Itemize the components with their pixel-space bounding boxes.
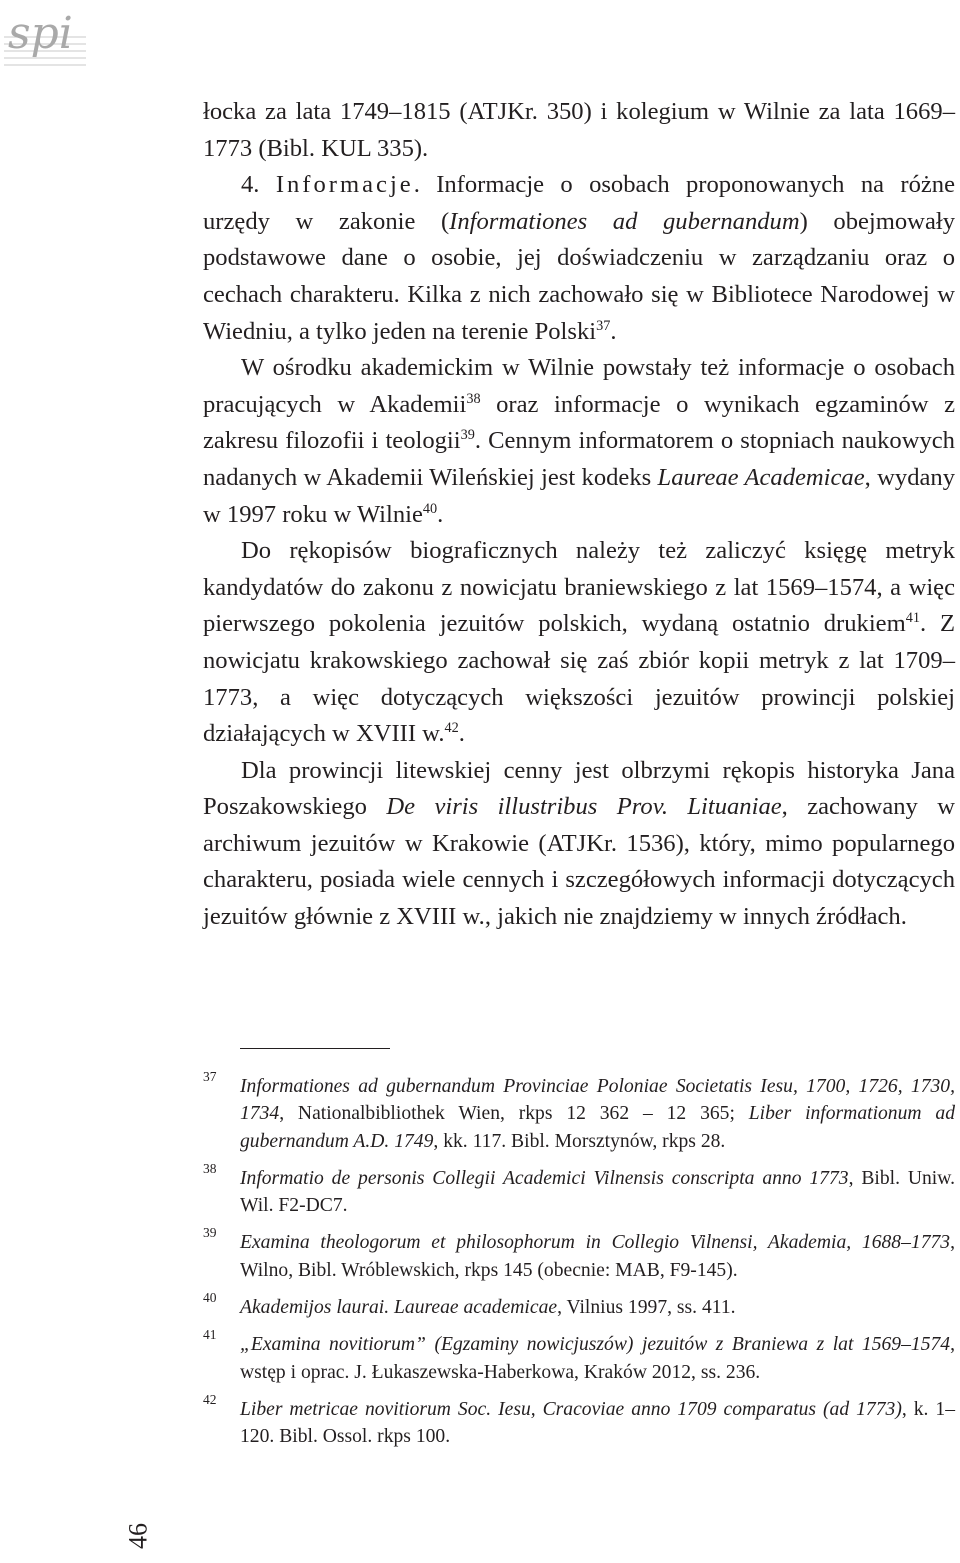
italic-title: Examina theologorum et philosophorum in Collegio Vilnensi, Akademia, 1688–1773 (240, 1232, 951, 1254)
footnote-ref[interactable]: 39 (460, 427, 475, 444)
text: , wstęp i oprac. J. Łukaszewska-Haberkowa, Kraków 2012, ss. 236. (240, 1334, 955, 1383)
italic-title: Akademijos laurai. Laureae academicae (240, 1297, 558, 1319)
footnote-number: 37 (203, 1069, 217, 1084)
paragraph-1 (203, 94, 955, 167)
page-number-graphic (118, 1516, 158, 1556)
text: . (458, 720, 465, 748)
paragraph-5 (203, 753, 955, 936)
text: . Informacje o osobach proponowanych na różne urzędy w zakonie ( (203, 171, 956, 235)
text: W ośrodku akademickim w Wilnie powstały też informacje o osobach pracujących w Akademii (203, 354, 955, 418)
paragraph-3 (203, 350, 955, 533)
text: , Bibl. Uniw. Wil. F2-DC7. (240, 1167, 956, 1217)
text: . (437, 500, 444, 528)
text: . Cennym informatorem o stopniach naukowych nadanych w Akademii Wileńskiej jest kodeks (203, 427, 955, 491)
footnote-number: 40 (203, 1290, 217, 1306)
text: , Nationalbibliothek Wien, rkps 12 362 – 12 365; (279, 1103, 749, 1125)
text: . (610, 317, 617, 345)
text: Do rękopisów biograficznych należy też zaliczyć księgę metryk kandydatów do zakonu z nowicjatu braniewskiego z lat 1569–1574, a więc pierwszego pokolenia jezuitów polskich, wydaną ostatnio drukiem (203, 537, 955, 638)
footnote-number: 41 (203, 1327, 217, 1343)
footnote-divider (240, 1048, 390, 1049)
text: , kk. 117. Bibl. Morsztynów, rkps 28. (433, 1130, 726, 1152)
text: , wydany w 1997 roku w Wilnie (203, 463, 955, 528)
main-text (203, 94, 955, 936)
text: Dla prowincji litewskiej cenny jest olbrzymi rękopis historyka Jana Poszakowskiego (203, 756, 955, 821)
footnote-number: 39 (203, 1225, 217, 1241)
footnote-ref[interactable]: 41 (905, 610, 920, 627)
footnote-41 (203, 1327, 955, 1386)
italic-title: De viris illustribus Prov. Lituaniae (386, 793, 782, 821)
footnote-ref[interactable]: 37 (596, 317, 611, 334)
footnote-40 (203, 1290, 955, 1321)
text: , zachowany w archiwum jezuitów w Krakowie (ATJKr. 1536), który, mimo popularnego charakteru, posiada wiele cennych i szczegółowych informacji dotyczących jezuitów głównie z XVIII w., jakich nie znajdziemy w innych źródłach. (203, 793, 955, 931)
page-number (118, 1516, 158, 1556)
footnote-39 (203, 1225, 955, 1284)
italic-title: Liber metricae novitiorum Soc. Iesu, Cracoviae anno 1709 comparatus (ad 1773) (240, 1398, 902, 1420)
spi-logo-graphic (0, 0, 90, 95)
italic-title: Informationes ad gubernandum Provinciae Poloniae Societatis Iesu, 1700, 1726, 1730, 1734 (240, 1076, 955, 1125)
text: , Vilnius 1997, ss. 411. (557, 1297, 736, 1319)
text: ) obejmowały podstawowe dane o osobie, jej doświadczeniu w zarządzaniu oraz o cechach charakteru. Kilka z nich zachowało się w Bibliotece Narodowej w Wiedniu, a tylko jeden na terenie Polski (203, 207, 955, 345)
footnote-42 (203, 1391, 955, 1451)
footnote-ref[interactable]: 42 (444, 720, 459, 737)
paragraph-4 (203, 533, 955, 753)
footnote-ref[interactable]: 38 (466, 390, 481, 407)
spi-logo-text: spi (8, 8, 73, 59)
italic-title: Informationes ad gubernandum (449, 207, 800, 235)
footnote-38 (203, 1160, 956, 1220)
footnote-ref[interactable]: 40 (422, 500, 438, 517)
text: , Wilno, Bibl. Wróblewskich, rkps 145 (obecnie: MAB, F9-145). (240, 1232, 955, 1281)
italic-title: „Examina novitiorum” (Egzaminy nowicjuszów) jezuitów z Braniewa z lat 1569–1574 (240, 1334, 951, 1356)
text: oraz informacje o wynikach egzaminów z zakresu filozofii i teologii (203, 390, 955, 455)
text: 4. (241, 171, 276, 199)
page-number-text: 46 (123, 1523, 153, 1549)
text: , k. 1–120. Bibl. Ossol. rkps 100. (240, 1398, 955, 1448)
paragraph-2 (203, 167, 955, 350)
footnote-number: 42 (203, 1391, 217, 1407)
footnote-37 (203, 1069, 955, 1155)
spaced-heading: Informacje (275, 171, 414, 199)
footnotes (203, 1069, 956, 1461)
italic-title: Liber informationum ad gubernandum A.D. 1749 (240, 1103, 955, 1152)
text: łocka za lata 1749–1815 (ATJKr. 350) i kolegium w Wilnie za lata 1669–1773 (Bibl. KUL 335). (203, 98, 955, 162)
footnote-number: 38 (203, 1160, 217, 1176)
spi-logo (0, 0, 90, 95)
italic-title: Informatio de personis Collegii Academici Vilnensis conscripta anno 1773 (240, 1167, 849, 1189)
text: . Z nowicjatu krakowskiego zachował się zaś zbiór kopii metryk z lat 1709–1773, a więc dotyczących większości jezuitów prowincji polskiej działających w XVIII w. (203, 610, 955, 748)
italic-title: Laureae Academicae (657, 463, 865, 491)
